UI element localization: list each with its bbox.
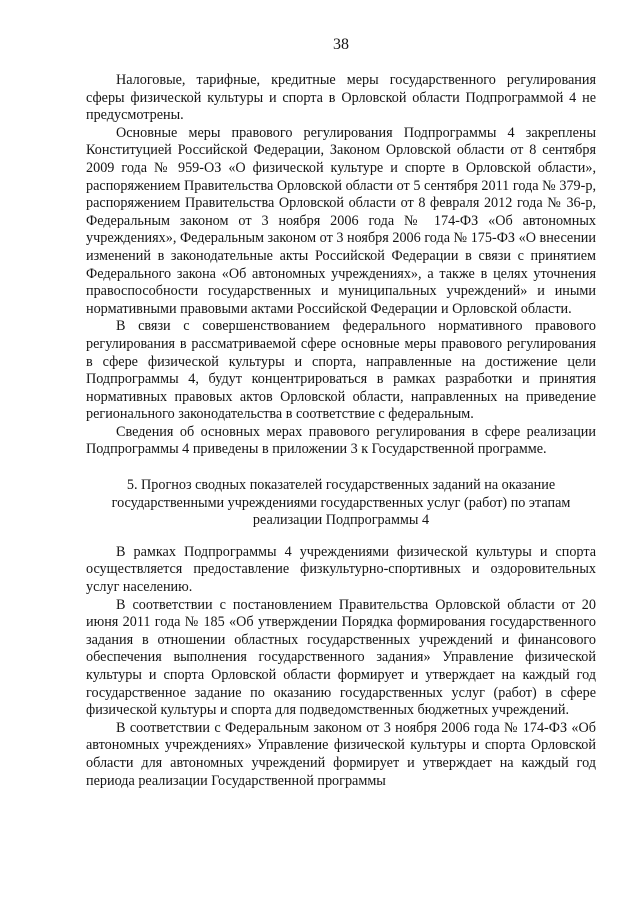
paragraph: В рамках Подпрограммы 4 учреждениями физической культуры и спорта осуществляется предоставление физкультурно-спортивных и оздоровительных услуг населению. (86, 543, 596, 596)
document-body (86, 72, 596, 790)
paragraph: В соответствии с постановлением Правительства Орловской области от 20 июня 2011 года № 185 «Об утверждении Порядка формирования государственного задания в отношении областных государственных учреждений и финансового обеспечения выполнения государственного задания» Управление физической культуры и спорта Орловской области формирует и утверждает на каждый год государственное задание по оказанию государственных услуг (работ) в сфере физической культуры и спорта для подведомственных бюджетных учреждений. (86, 596, 596, 719)
paragraph: Налоговые, тарифные, кредитные меры государственного регулирования сферы физической культуры и спорта в Орловской области Подпрограммой 4 не предусмотрены. (86, 72, 596, 124)
section-heading (86, 477, 596, 530)
paragraph: В соответствии с Федеральным законом от 3 ноября 2006 года № 174-ФЗ «Об автономных учреждениях» Управление физической культуры и спорта Орловской области для автономных учреждений формирует и утверждает на каждый год периода реализации Государственной программы (86, 719, 596, 789)
section-heading-line: государственными учреждениями государственных услуг (работ) по этапам (111, 494, 571, 511)
paragraph: Сведения об основных мерах правового регулирования в сфере реализации Подпрограммы 4 приведены в приложении 3 к Государственной программе. (86, 423, 596, 458)
section-heading-line: 5. Прогноз сводных показателей государственных заданий на оказание (126, 477, 556, 494)
page-number: 38 (333, 36, 349, 53)
paragraph: Основные меры правового регулирования Подпрограммы 4 закреплены Конституцией Российской Федерации, Законом Орловской области от 8 сентября 2009 года № 959-ОЗ «О физической культуре и спорте в Орловской области», распоряжением Правительства Орловской области от 5 сентября 2011 года № 379-р, распоряжением Правительства Орловской области от 8 февраля 2012 года № 36-р, Федеральным законом от 3 ноября 2006 года № 174-ФЗ «Об автономных учреждениях», Федеральным законом от 3 ноября 2006 года № 175-ФЗ «О внесении изменений в законодательные акты Российской Федерации в связи с принятием Федерального закона «Об автономных учреждениях», а также в целях уточнения правоспособности государственных и муниципальных учреждений» и иными нормативными правовыми актами Российской Федерации и Орловской области. (86, 124, 596, 317)
section-heading-line: реализации Подпрограммы 4 (252, 512, 430, 529)
paragraph: В связи с совершенствованием федерального нормативного правового регулирования в рассматриваемой сфере основные меры правового регулирования в сфере физической культуры и спорта, направленные на достижение цели Подпрограммы 4, будут концентрироваться в рамках разработки и принятия нормативных правовых актов Орловской области, направленных на приведение регионального законодательства в соответствие с федеральным. (86, 318, 596, 423)
